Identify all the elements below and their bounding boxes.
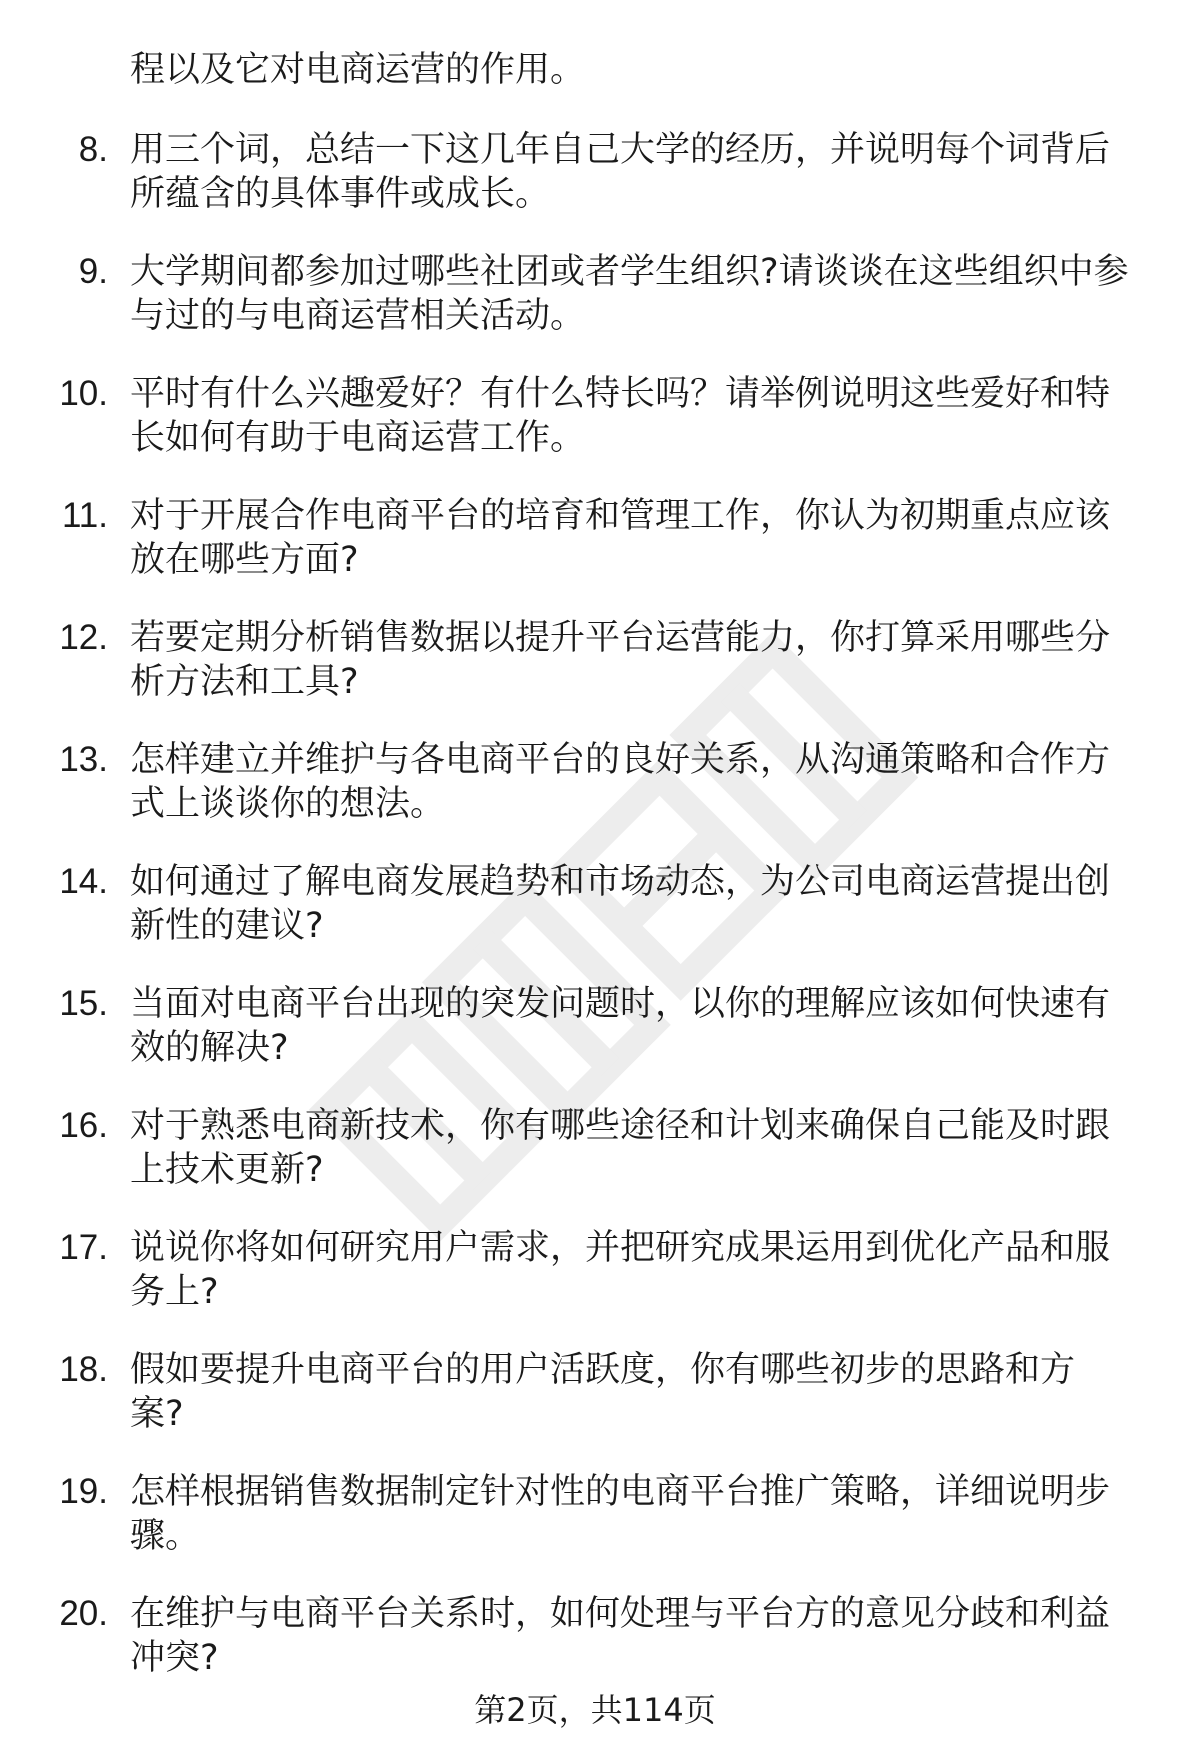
question-line: 案? [130,1394,184,1434]
question-text [130,738,1160,826]
question-text [130,1592,1160,1680]
question-line: 用三个词，总结一下这几年自己大学的经历，并说明每个词背后 [130,130,1111,170]
question-text [130,1348,1160,1436]
question-line: 如何通过了解电商发展趋势和市场动态，为公司电商运营提出创 [130,862,1111,902]
question-text [130,372,1160,460]
question-item-12 [0,616,1190,738]
question-item-13 [0,738,1190,860]
question-text [130,1470,1160,1558]
question-number: 19. [59,1472,108,1511]
question-line: 析方法和工具? [130,662,359,702]
question-list [0,128,1190,1714]
question-text [130,128,1160,216]
question-number: 20. [59,1594,108,1633]
question-line: 平时有什么兴趣爱好？有什么特长吗？请举例说明这些爱好和特 [130,374,1111,414]
question-line: 式上谈谈你的想法。 [130,784,446,824]
question-item-9 [0,250,1190,372]
question-item-16 [0,1104,1190,1226]
question-item-14 [0,860,1190,982]
question-item-15 [0,982,1190,1104]
question-number: 13. [59,740,108,779]
question-line: 怎样建立并维护与各电商平台的良好关系，从沟通策略和合作方 [130,740,1111,780]
question-line: 大学期间都参加过哪些社团或者学生组织?请谈谈在这些组织中参 [130,252,1129,292]
question-line: 务上? [130,1272,219,1312]
question-number: 14. [59,862,108,901]
question-line: 在维护与电商平台关系时，如何处理与平台方的意见分歧和利益 [130,1594,1111,1634]
question-line: 对于熟悉电商新技术，你有哪些途径和计划来确保自己能及时跟 [130,1106,1111,1146]
question-number: 11. [61,496,108,535]
question-line: 怎样根据销售数据制定针对性的电商平台推广策略，详细说明步 [130,1472,1111,1512]
question-number: 18. [59,1350,108,1389]
question-line: 效的解决? [130,1028,289,1068]
question-line: 所蕴含的具体事件或成长。 [130,174,551,214]
question-text [130,616,1160,704]
question-line: 放在哪些方面? [130,540,359,580]
question-item-18 [0,1348,1190,1470]
page-number-footer: 第2页，共114页 [474,1691,716,1729]
question-line: 与过的与电商运营相关活动。 [130,296,586,336]
question-line: 上技术更新? [130,1150,324,1190]
question-number: 15. [59,984,108,1023]
question-item-19 [0,1470,1190,1592]
question-text [130,860,1160,948]
question-line: 长如何有助于电商运营工作。 [130,418,586,458]
question-number: 17. [59,1228,108,1267]
question-text [130,982,1160,1070]
question-line: 若要定期分析销售数据以提升平台运营能力，你打算采用哪些分 [130,618,1111,658]
question-line: 假如要提升电商平台的用户活跃度，你有哪些初步的思路和方 [130,1350,1076,1390]
question-text [130,1226,1160,1314]
question-line: 新性的建议? [130,906,324,946]
question-line: 说说你将如何研究用户需求，并把研究成果运用到优化产品和服 [130,1228,1111,1268]
question-text [130,250,1160,338]
question-line: 骤。 [130,1516,201,1556]
question-number: 9. [78,252,108,291]
question-item-17 [0,1226,1190,1348]
continued-question-text: 程以及它对电商运营的作用。 [130,50,586,90]
question-text [130,1104,1160,1192]
question-number: 10. [59,374,108,413]
question-line: 冲突? [130,1638,219,1678]
question-number: 16. [59,1106,108,1145]
question-item-10 [0,372,1190,494]
question-item-8 [0,128,1190,250]
question-number: 12. [59,618,108,657]
question-line: 当面对电商平台出现的突发问题时，以你的理解应该如何快速有 [130,984,1111,1024]
question-text [130,494,1160,582]
question-number: 8. [78,130,108,169]
question-item-11 [0,494,1190,616]
question-line: 对于开展合作电商平台的培育和管理工作，你认为初期重点应该 [130,496,1111,536]
